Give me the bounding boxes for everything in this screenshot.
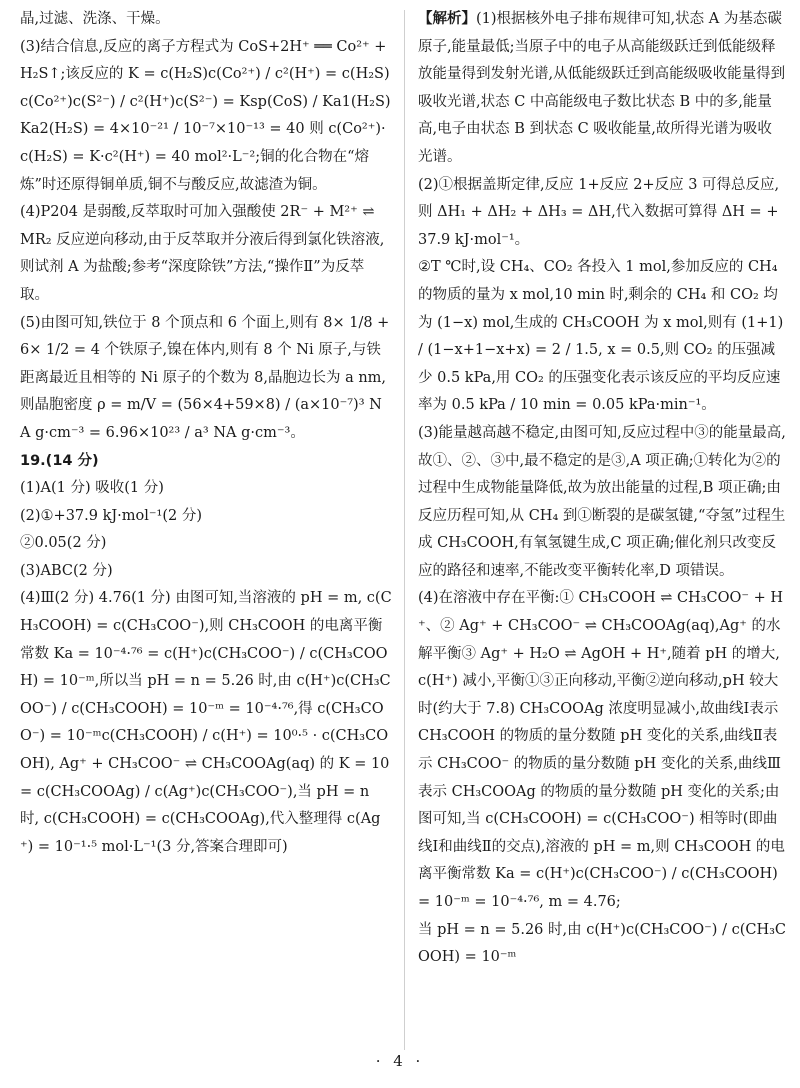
paragraph-q4-p204: (4)P204 是弱酸,反萃取时可加入强酸使 2R⁻ + M²⁺ ⇌ MR₂ 反应逆向移动,由于反萃取并分液后得到氯化铁溶液,则试剂 A 为盐酸;参考“深度除铁”方法,“操作Ⅱ”为反萃取。 xyxy=(20,204,385,303)
analysis-part-2-1: (2)①根据盖斯定律,反应 1+反应 2+反应 3 可得总反应,则 ΔH₁ + ΔH₂ + ΔH₃ = ΔH,代入数据可算得 ΔH = +37.9 kJ·mol⁻¹。 xyxy=(418,176,780,248)
paragraph-q5-crystal-density: (5)由图可知,铁位于 8 个顶点和 6 个面上,则有 8× 1/8 + 6× 1/2 = 4 个铁原子,镍在体内,则有 8 个 Ni 原子,与铁距离最近且相等的 Ni 原子的个数为 8,晶胞边长为 a nm,则晶胞密度 ρ = m/V = (56×4+59×8) / (a×10⁻⁷)³ NA g·cm⁻³ = 6.96×10²³ / a³ NA g·cm⁻³。 xyxy=(20,314,390,441)
left-column xyxy=(20,6,392,861)
answer-19-3: (3)ABC(2 分) xyxy=(20,562,113,579)
analysis-part-4-continued: 当 pH = n = 5.26 时,由 c(H⁺)c(CH₃COO⁻) / c(CH₃COOH) = 10⁻ᵐ xyxy=(418,921,786,966)
analysis-part-1 xyxy=(418,6,786,172)
page-number: · 4 · xyxy=(375,1052,425,1070)
answer-19-1: (1)A(1 分) 吸收(1 分) xyxy=(20,480,164,497)
analysis-part-1-text: (1)根据核外电子排布规律可知,状态 A 为基态碳原子,能量最低;当原子中的电子从高能级跃迁到低能级释放能量得到发射光谱,从低能级跃迁到高能级吸收能量得到吸收光谱,状态 C 中高能级电子数比状态 B 中的多,能量高,电子由状态 B 到状态 C 吸收能量,故所得光谱为吸收光谱。 xyxy=(418,11,786,165)
analysis-part-2-2: ②T ℃时,设 CH₄、CO₂ 各投入 1 mol,参加反应的 CH₄ 的物质的量为 x mol,10 min 时,剩余的 CH₄ 和 CO₂ 均为 (1−x) mol,生成的 CH₃COOH 为 x mol,则有 (1+1) / (1−x+1−x+x) = 2 / 1.5, x = 0.5,则 CO₂ 的压强减少 0.5 kPa,用 CO₂ 的压强变化表示该反应的平均反应速率为 0.5 kPa / 10 min = 0.05 kPa·min⁻¹。 xyxy=(418,259,784,414)
answer-19-2-2: ②0.05(2 分) xyxy=(20,535,107,552)
analysis-tag: 【解析】 xyxy=(418,11,476,27)
right-column xyxy=(418,6,786,972)
analysis-part-4: (4)在溶液中存在平衡:① CH₃COOH ⇌ CH₃COO⁻ + H⁺、② Ag⁺ + CH₃COO⁻ ⇌ CH₃COOAg(aq),Ag⁺ 的水解平衡③ Ag⁺ + H₂O ⇌ AgOH + H⁺,随着 pH 的增大, c(H⁺) 减小,平衡①③正向移动,平衡②逆向移动,pH 较大时(约大于 7.8) CH₃COOAg 浓度明显减小,故曲线Ⅰ表示 CH₃COOH 的物质的量分数随 pH 变化的关系,曲线Ⅱ表示 CH₃COO⁻ 的物质的量分数随 pH 变化的关系,曲线Ⅲ表示 CH₃COOAg 的物质的量分数随 pH 变化的关系;由图可知,当 c(CH₃COOH) = c(CH₃COO⁻) 相等时(即曲线Ⅰ和曲线Ⅱ的交点),溶液的 pH = m,则 CH₃COOH 的电离平衡常数 Ka = c(H⁺)c(CH₃COO⁻) / c(CH₃COOH) = 10⁻ᵐ = 10⁻⁴·⁷⁶, m = 4.76; xyxy=(418,590,785,910)
answer-19-2-1: (2)①+37.9 kJ·mol⁻¹(2 分) xyxy=(20,507,203,524)
paragraph-q3-ionic-equation: (3)结合信息,反应的离子方程式为 CoS+2H⁺ ══ Co²⁺ + H₂S↑;该反应的 K = c(H₂S)c(Co²⁺) / c²(H⁺) = c(H₂S)c(Co²⁺)c(S²⁻) / c²(H⁺)c(S²⁻) = Ksp(CoS) / Ka1(H₂S)Ka2(H₂S) = 4×10⁻²¹ / 10⁻⁷×10⁻¹³ = 40 则 c(Co²⁺)·c(H₂S) = K·c²(H⁺) = 40 mol²·L⁻²;铜的化合物在“熔炼”时还原得铜单质,铜不与酸反应,故滤渣为铜。 xyxy=(20,38,391,193)
analysis-part-3: (3)能量越高越不稳定,由图可知,反应过程中③的能量最高,故①、②、③中,最不稳定的是③,A 项正确;①转化为②的过程中生成物能量降低,故为放出能量的过程,B 项正确;由反应历程可知,从 CH₄ 到①断裂的是碳氢键,“夺氢”过程生成 CH₃COOH,有氧氢键生成,C 项正确;催化剂只改变反应的路径和速率,不能改变平衡转化率,D 项错误。 xyxy=(418,424,786,579)
column-divider xyxy=(404,10,405,1050)
answer-19-4: (4)Ⅲ(2 分) 4.76(1 分) 由图可知,当溶液的 pH = m, c(CH₃COOH) = c(CH₃COO⁻),则 CH₃COOH 的电离平衡常数 Ka = 10⁻⁴·⁷⁶ = c(H⁺)c(CH₃COO⁻) / c(CH₃COOH) = 10⁻ᵐ,所以当 pH = n = 5.26 时,由 c(H⁺)c(CH₃COO⁻) / c(CH₃COOH) = 10⁻ᵐ = 10⁻⁴·⁷⁶,得 c(CH₃COO⁻) = 10⁻ᵐc(CH₃COOH) / c(H⁺) = 10⁰·⁵ · c(CH₃COOH), Ag⁺ + CH₃COO⁻ ⇌ CH₃COOAg(aq) 的 K = 10 = c(CH₃COOAg) / c(Ag⁺)c(CH₃COO⁻),当 pH = n 时, c(CH₃COOH) = c(CH₃COOAg),代入整理得 c(Ag⁺) = 10⁻¹·⁵ mol·L⁻¹(3 分,答案合理即可) xyxy=(20,590,392,855)
question-19-heading: 19.(14 分) xyxy=(20,452,99,469)
paragraph-crystallization: 晶,过滤、洗涤、干燥。 xyxy=(20,11,170,27)
